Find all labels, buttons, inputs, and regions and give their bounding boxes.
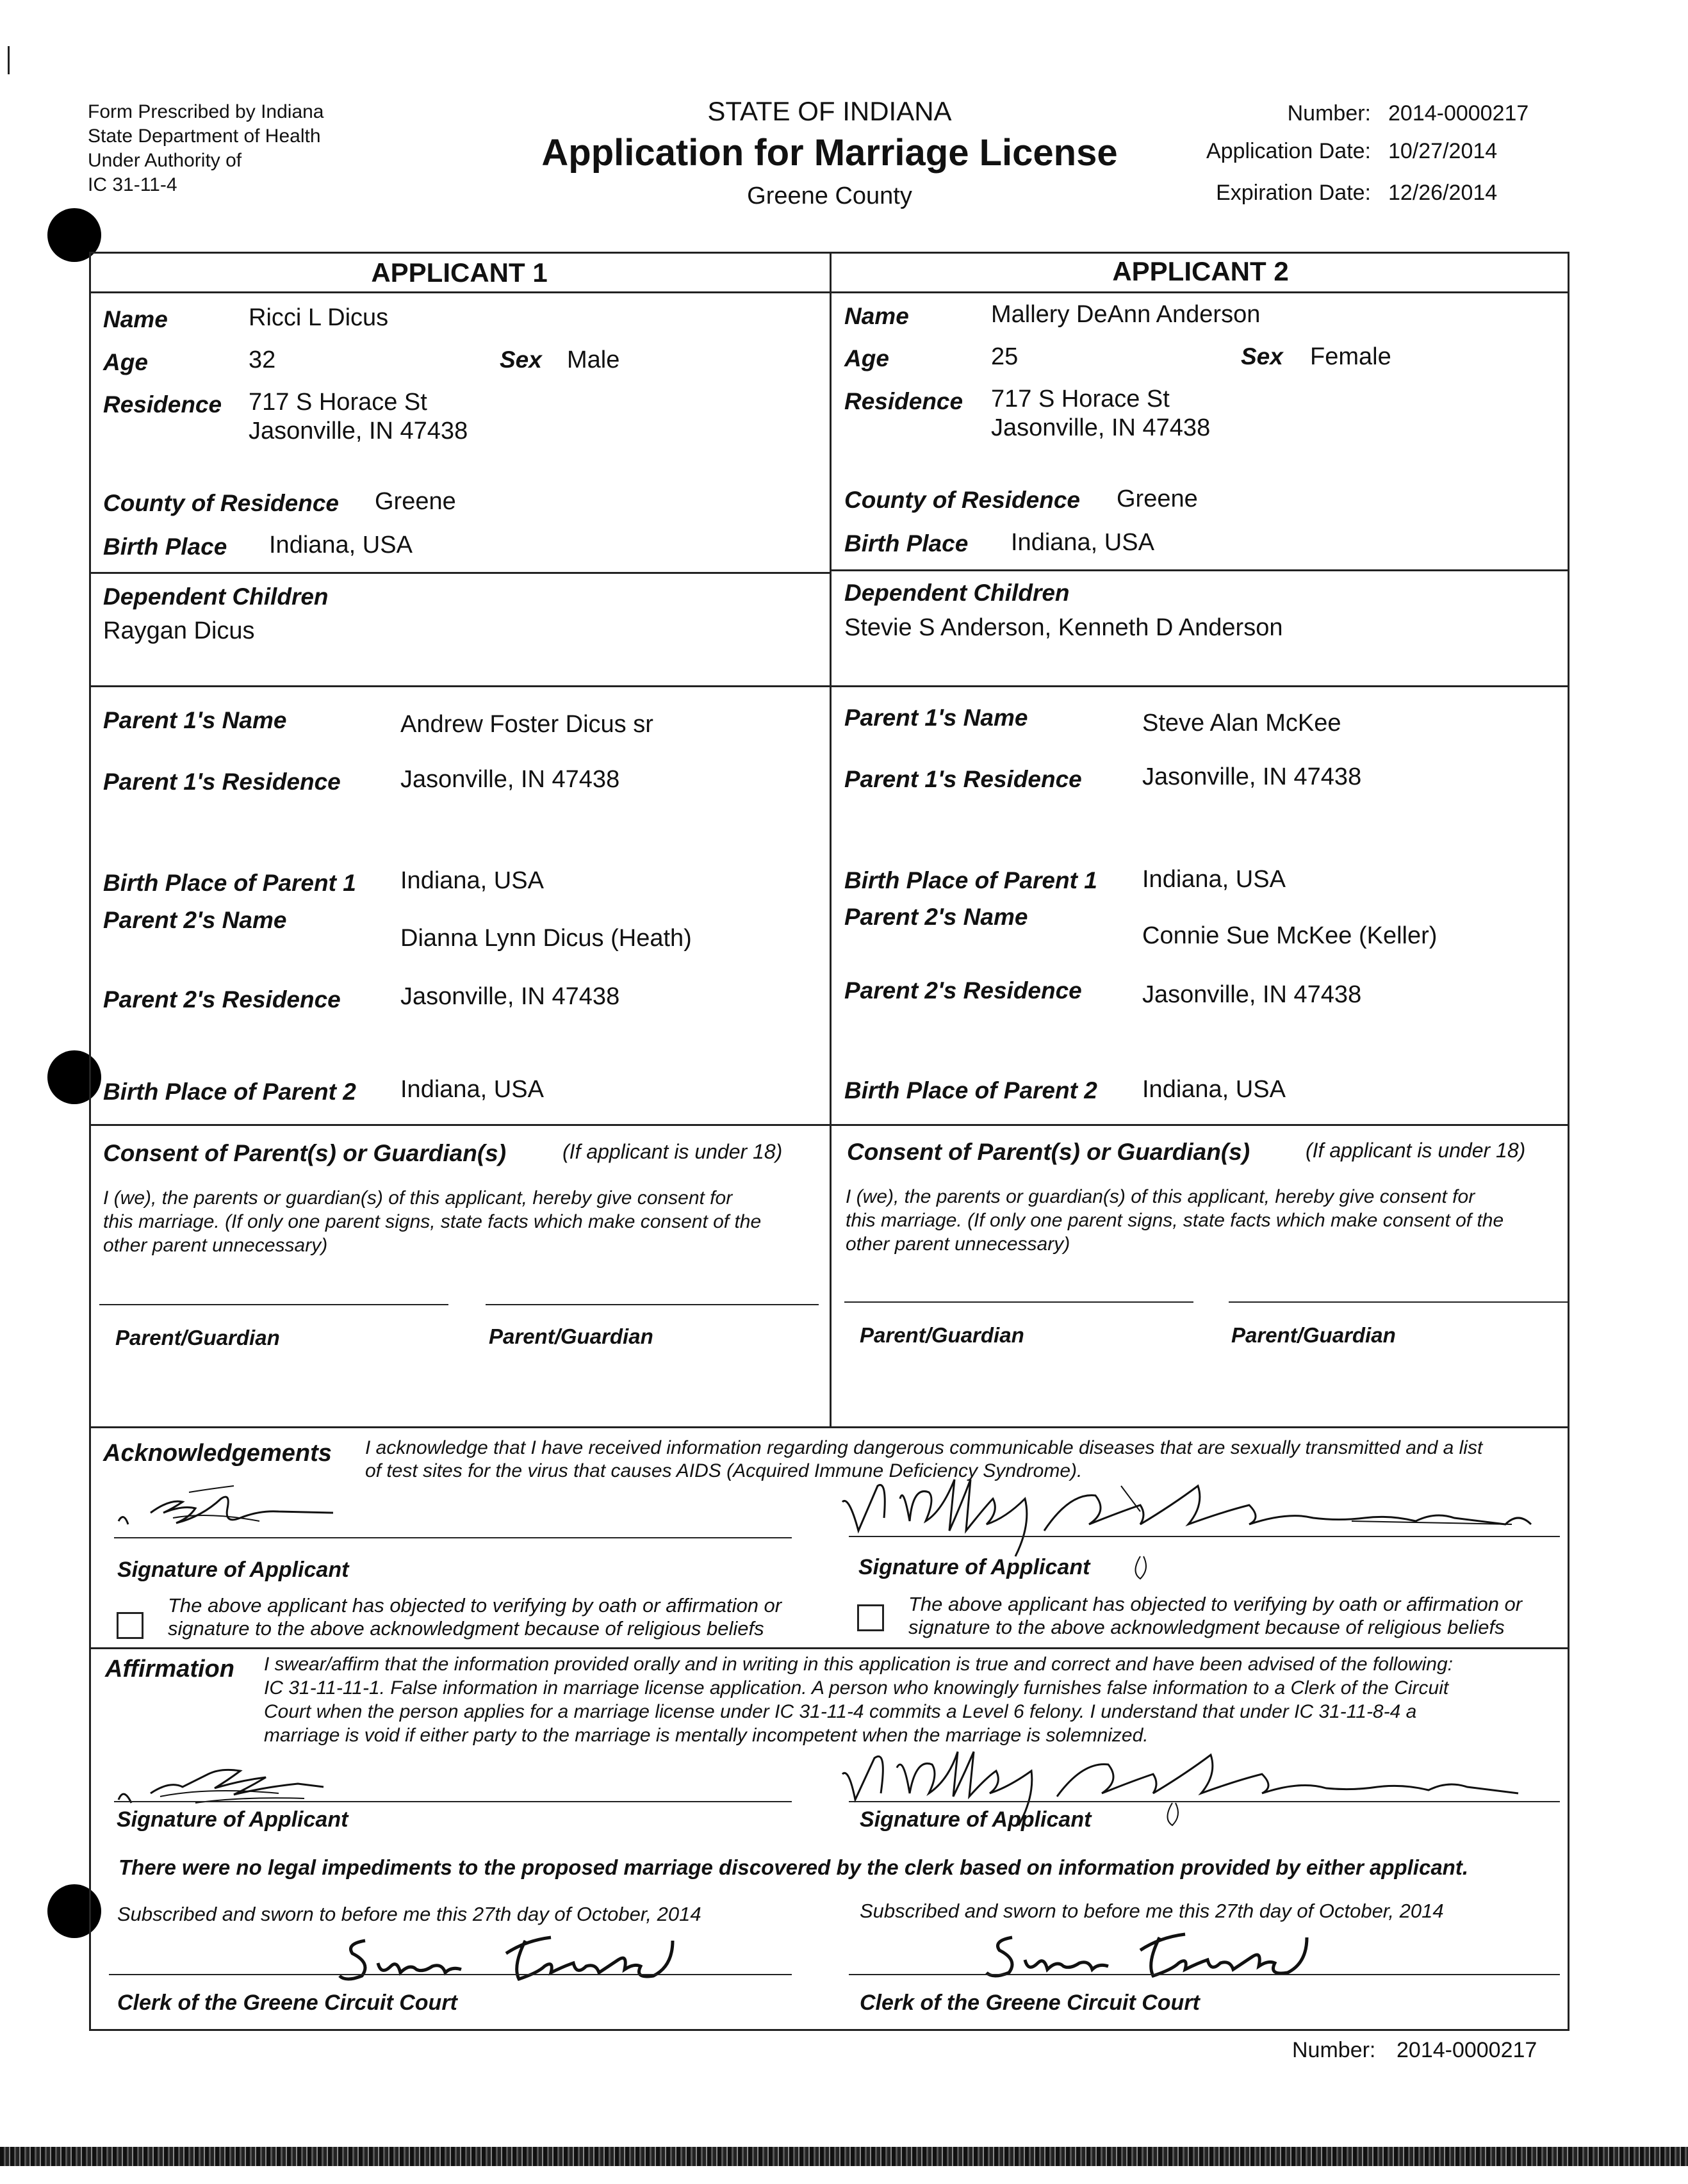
parent-guardian-line-right-2 — [1229, 1301, 1568, 1303]
consent-text-right-3: other parent unnecessary) — [846, 1234, 1070, 1255]
applicant2-heading: APPLICANT 2 — [1112, 256, 1289, 286]
application-date-label: Application Date: — [1206, 139, 1371, 163]
applicant1-objection-text-1: The above applicant has objected to verifying by oath or affirmation or — [168, 1594, 782, 1617]
applicant2-signature-label-ack: Signature of Applicant — [858, 1555, 1090, 1579]
footer-number: 2014-0000217 — [1397, 2038, 1537, 2062]
applicant2-residence-line2: Jasonville, IN 47438 — [991, 414, 1211, 441]
applicant2-parent2-birth: Indiana, USA — [1142, 1076, 1286, 1103]
applicant2-parent1-name: Steve Alan McKee — [1142, 710, 1341, 737]
applicant1-sex-label: Sex — [500, 346, 542, 373]
form-prescribed-line-2: State Department of Health — [88, 126, 321, 147]
applicant2-parent2-residence-label: Parent 2's Residence — [844, 977, 1082, 1004]
affirmation-title: Affirmation — [105, 1656, 234, 1683]
applicant1-signature-label-ack: Signature of Applicant — [117, 1558, 349, 1582]
applicant1-age-label: Age — [103, 349, 148, 375]
applicant2-signature-line-affirmation — [849, 1801, 1560, 1802]
applicant2-age: 25 — [991, 343, 1019, 370]
clerk-signature-line-right — [849, 1974, 1560, 1975]
applicant2-parent1-birth: Indiana, USA — [1142, 866, 1286, 893]
applicant1-children: Raygan Dicus — [103, 617, 255, 644]
consent-text-left-2: this marriage. (If only one parent signs, state facts which make consent of the — [103, 1211, 762, 1232]
county-heading: Greene County — [747, 183, 912, 209]
affirmation-text-1: I swear/affirm that the information provided orally and in writing in this application is true and correct and have been advised of the following: — [264, 1654, 1454, 1675]
scan-edge-strip — [0, 2147, 1688, 2166]
subscribed-left: Subscribed and sworn to before me this 27th day of October, 2014 — [117, 1903, 701, 1925]
applicant2-birth-place-label: Birth Place — [844, 530, 969, 557]
consent-rule — [89, 1124, 1569, 1126]
consent-text-left-1: I (we), the parents or guardian(s) of this applicant, hereby give consent for — [103, 1187, 733, 1209]
applicant2-county: Greene — [1117, 485, 1198, 512]
applicant2-signature-label-affirmation: Signature of Applicant — [860, 1807, 1092, 1832]
application-date-value: 10/27/2014 — [1388, 139, 1498, 163]
consent-text-right-1: I (we), the parents or guardian(s) of this applicant, hereby give consent for — [846, 1186, 1475, 1207]
form-prescribed-line-1: Form Prescribed by Indiana — [88, 101, 324, 122]
applicant2-parent2-residence: Jasonville, IN 47438 — [1142, 981, 1362, 1008]
children-rule-right — [830, 569, 1569, 571]
applicant2-parent1-name-label: Parent 1's Name — [844, 705, 1028, 731]
applicant2-parent2-name: Connie Sue McKee (Keller) — [1142, 922, 1438, 949]
applicant1-signature-ack — [112, 1473, 407, 1544]
applicant1-residence-line2: Jasonville, IN 47438 — [249, 418, 468, 444]
applicant1-birth-place-label: Birth Place — [103, 534, 227, 560]
applicant1-residence-line1: 717 S Horace St — [249, 389, 427, 416]
impediments-statement: There were no legal impediments to the proposed marriage discovered by the clerk based on information provided by either applicant. — [119, 1855, 1468, 1879]
state-heading: STATE OF INDIANA — [707, 96, 952, 126]
applicant2-objection-checkbox[interactable] — [857, 1604, 884, 1631]
applicant1-birth-place: Indiana, USA — [269, 532, 413, 558]
applicant1-county: Greene — [375, 488, 456, 515]
applicant2-children-label: Dependent Children — [844, 580, 1070, 606]
number-label: Number: — [1287, 101, 1371, 126]
applicant1-age: 32 — [249, 346, 276, 373]
consent-note-right: (If applicant is under 18) — [1306, 1139, 1526, 1162]
applicant2-parent1-birth-label: Birth Place of Parent 1 — [844, 867, 1097, 893]
parents-rule — [89, 685, 1569, 687]
heading-rule — [89, 291, 1569, 293]
expiration-date-label: Expiration Date: — [1216, 181, 1371, 205]
applicant1-parent1-residence-label: Parent 1's Residence — [103, 769, 341, 795]
applicant1-parent2-residence-label: Parent 2's Residence — [103, 986, 341, 1013]
applicant1-parent2-name: Dianna Lynn Dicus (Heath) — [400, 925, 692, 952]
consent-title-right: Consent of Parent(s) or Guardian(s) — [847, 1139, 1250, 1165]
parent-guardian-line-left-2 — [486, 1304, 819, 1305]
applicant2-residence-line1: 717 S Horace St — [991, 386, 1170, 412]
form-prescribed-line-4: IC 31-11-4 — [88, 174, 177, 195]
applicant1-signature-line-affirmation — [114, 1801, 792, 1802]
affirmation-text-4: marriage is void if either party to the marriage is mentally incompetent when the marriage is solemnized. — [264, 1725, 1149, 1746]
consent-text-left-3: other parent unnecessary) — [103, 1235, 328, 1256]
consent-text-right-2: this marriage. (If only one parent signs, state facts which make consent of the — [846, 1210, 1504, 1231]
applicant1-parent1-name-label: Parent 1's Name — [103, 707, 287, 733]
applicant2-parent2-birth-label: Birth Place of Parent 2 — [844, 1077, 1097, 1104]
applicant2-county-label: County of Residence — [844, 487, 1080, 513]
parent-guardian-line-left-1 — [99, 1304, 448, 1305]
clerk-signature-right — [980, 1912, 1339, 1989]
applicant1-parent2-birth: Indiana, USA — [400, 1076, 544, 1103]
applicant2-parent2-name-label: Parent 2's Name — [844, 904, 1028, 930]
applicant2-objection-text-1: The above applicant has objected to verifying by oath or affirmation or — [908, 1593, 1523, 1615]
footer-number-label: Number: — [1292, 2038, 1376, 2062]
clerk-signature-left — [333, 1915, 692, 1992]
number-value: 2014-0000217 — [1388, 101, 1529, 126]
applicant1-name: Ricci L Dicus — [249, 304, 389, 331]
applicant1-parent1-name: Andrew Foster Dicus sr — [400, 711, 653, 738]
consent-note-left: (If applicant is under 18) — [562, 1140, 783, 1163]
applicant1-parent2-residence: Jasonville, IN 47438 — [400, 983, 620, 1010]
applicant2-signature-line-ack — [849, 1536, 1560, 1537]
applicant2-residence-label: Residence — [844, 388, 963, 414]
page-title: Application for Marriage License — [541, 132, 1118, 174]
applicant2-age-label: Age — [844, 345, 889, 371]
applicant1-name-label: Name — [103, 306, 168, 332]
clerk-signature-line-left — [109, 1974, 792, 1975]
subscribed-right: Subscribed and sworn to before me this 27th day of October, 2014 — [860, 1900, 1444, 1922]
applicant1-parent1-residence: Jasonville, IN 47438 — [400, 766, 620, 793]
applicant1-children-label: Dependent Children — [103, 583, 329, 610]
applicant2-signature-ack — [839, 1460, 1576, 1569]
acknowledgements-text-2: of test sites for the virus that causes AIDS (Acquired Immune Deficiency Syndrome). — [365, 1460, 1083, 1481]
applicant2-birth-place: Indiana, USA — [1011, 529, 1154, 556]
applicant1-parent2-name-label: Parent 2's Name — [103, 907, 287, 933]
acknowledgements-title: Acknowledgements — [103, 1440, 332, 1467]
applicant1-objection-checkbox[interactable] — [117, 1612, 143, 1639]
affirmation-text-2: IC 31-11-11-1. False information in marriage license application. A person who knowingly furnishes false information to a Clerk of the Circuit — [264, 1677, 1449, 1699]
parent-guardian-label-right-2: Parent/Guardian — [1231, 1323, 1396, 1347]
applicant2-sex: Female — [1310, 343, 1391, 370]
applicant1-sex: Male — [567, 346, 620, 373]
applicant1-parent2-birth-label: Birth Place of Parent 2 — [103, 1079, 356, 1105]
expiration-date-value: 12/26/2014 — [1388, 181, 1498, 205]
applicant1-signature-line-ack — [114, 1537, 792, 1538]
applicant1-heading: APPLICANT 1 — [371, 257, 548, 288]
acknowledgement-rule — [89, 1426, 1569, 1428]
clerk-label-right: Clerk of the Greene Circuit Court — [860, 1991, 1200, 2015]
children-rule-left — [89, 572, 830, 574]
parent-guardian-label-left-2: Parent/Guardian — [489, 1324, 653, 1348]
applicant2-objection-text-2: signature to the above acknowledgment because of religious beliefs — [908, 1616, 1505, 1638]
applicant2-name-label: Name — [844, 303, 909, 329]
clerk-label-left: Clerk of the Greene Circuit Court — [117, 1991, 457, 2015]
applicant2-name: Mallery DeAnn Anderson — [991, 301, 1261, 328]
applicant1-parent1-birth: Indiana, USA — [400, 867, 544, 894]
acknowledgements-text-1: I acknowledge that I have received information regarding dangerous communicable diseases that are sexually transmitted and a list — [365, 1437, 1483, 1458]
applicant1-county-label: County of Residence — [103, 490, 339, 516]
affirmation-rule — [89, 1647, 1569, 1649]
column-divider — [830, 252, 832, 1426]
applicant1-residence-label: Residence — [103, 391, 222, 418]
applicant2-parent1-residence: Jasonville, IN 47438 — [1142, 763, 1362, 790]
form-prescribed-line-3: Under Authority of — [88, 150, 242, 171]
consent-title-left: Consent of Parent(s) or Guardian(s) — [103, 1140, 507, 1166]
margin-tick — [8, 46, 10, 74]
applicant1-objection-text-2: signature to the above acknowledgment because of religious beliefs — [168, 1617, 764, 1640]
applicant2-parent1-residence-label: Parent 1's Residence — [844, 766, 1082, 792]
parent-guardian-line-right-1 — [844, 1301, 1193, 1303]
applicant1-parent1-birth-label: Birth Place of Parent 1 — [103, 870, 356, 896]
affirmation-text-3: Court when the person applies for a marriage license under IC 31-11-4 commits a Level 6 felony. I understand that under IC 31-11-8-4 a — [264, 1701, 1417, 1722]
applicant2-sex-label: Sex — [1241, 343, 1283, 370]
parent-guardian-label-right-1: Parent/Guardian — [860, 1323, 1024, 1347]
applicant2-children: Stevie S Anderson, Kenneth D Anderson — [844, 614, 1283, 641]
applicant1-signature-label-affirmation: Signature of Applicant — [117, 1807, 348, 1832]
parent-guardian-label-left-1: Parent/Guardian — [115, 1326, 280, 1349]
